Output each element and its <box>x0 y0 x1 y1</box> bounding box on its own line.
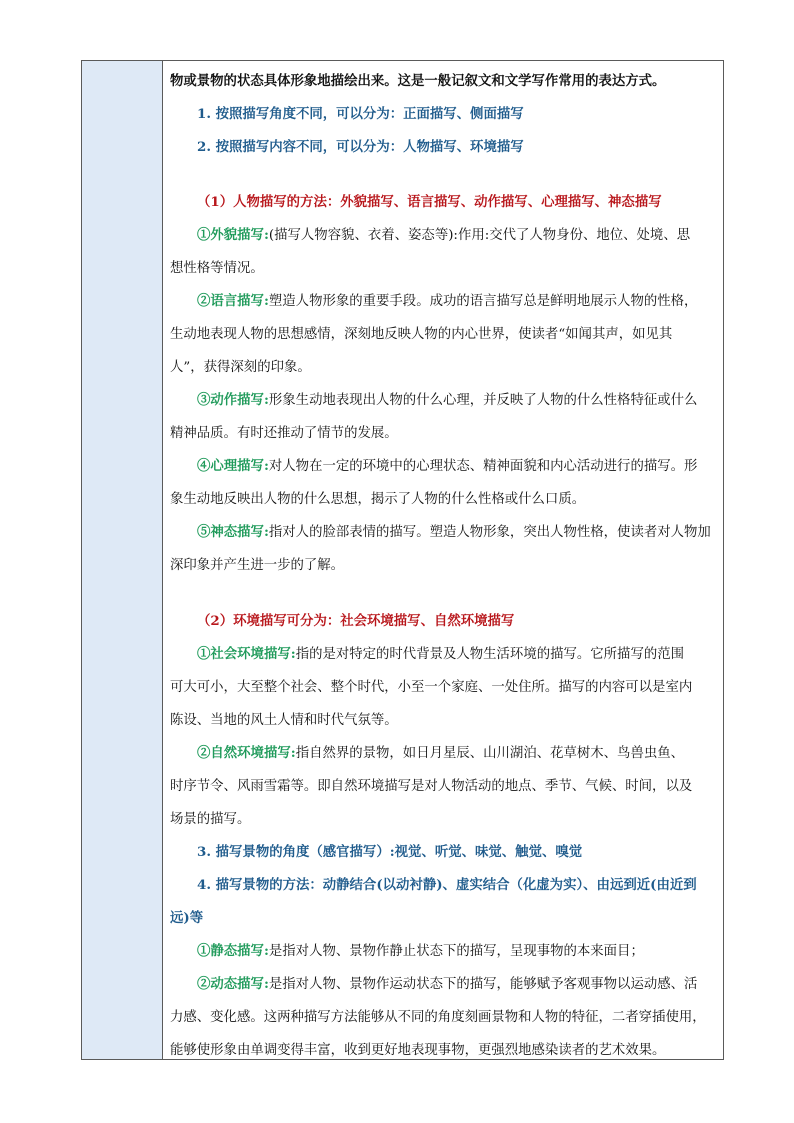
mind-text-cont: 象生动地反映出人物的什么思想，揭示了人物的什么性格或什么口质。 <box>170 492 586 507</box>
social-text-cont: 可大可小，大至整个社会、整个时代，小至一个家庭、一处住所。描写的内容可以是室内 <box>170 680 693 695</box>
appearance-paragraph <box>170 219 717 252</box>
expression-text-cont: 深印象并产生进一步的了解。 <box>170 558 345 573</box>
natural-paragraph <box>170 737 717 770</box>
appearance-label: ①外貌描写: <box>197 227 269 243</box>
speech-paragraph <box>170 285 717 318</box>
list-item-2: 2. 按照描写内容不同，可以分为：人物描写、环境描写 <box>197 139 524 155</box>
speech-text: 塑造人物形象的重要手段。成功的语言描写总是鲜明地展示人物的性格， <box>268 294 698 309</box>
speech-text-cont: 人”，获得深刻的印象。 <box>170 360 311 375</box>
intro-line: 物或景物的状态具体形象地描绘出来。这是一般记叙文和文学写作常用的表达方式。 <box>170 73 666 89</box>
environment-heading: （2）环境描写可分为：社会环境描写、自然环境描写 <box>197 613 515 629</box>
natural-text-cont: 场景的描写。 <box>170 812 251 827</box>
appearance-text-cont: 想性格等情况。 <box>170 261 264 276</box>
dynamic-paragraph <box>170 968 717 1001</box>
action-text: 形象生动地表现出人物的什么心理，并反映了人物的什么性格特征或什么 <box>268 393 698 408</box>
social-text: 指的是对特定的时代背景及人物生活环境的描写。它所描写的范围 <box>295 647 685 662</box>
appearance-text: (描写人物容貌、衣着、姿态等):作用:交代了人物身份、地位、处境、思 <box>268 228 691 243</box>
list-item-1: 1. 按照描写角度不同，可以分为：正面描写、侧面描写 <box>197 106 524 122</box>
natural-label: ②自然环境描写: <box>197 745 296 761</box>
speech-text-cont: 生动地表现人物的思想感情，深刻地反映人物的内心世界，使读者“如闻其声，如见其 <box>170 327 673 342</box>
dynamic-label: ②动态描写: <box>197 976 269 992</box>
spacer <box>170 164 717 186</box>
natural-text-cont: 时序节令、风雨雪霜等。即自然环境描写是对人物活动的地点、季节、气候、时间，以及 <box>170 779 693 794</box>
expression-text: 指对人的脸部表情的描写。塑造人物形象，突出人物性格，使读者对人物加 <box>268 525 711 540</box>
expression-label: ⑤神态描写: <box>197 524 269 540</box>
mind-paragraph <box>170 450 717 483</box>
content-cell <box>163 61 723 1059</box>
dynamic-text: 是指对人物、景物作运动状态下的描写，能够赋予客观事物以运动感、活 <box>268 977 698 992</box>
mind-label: ④心理描写: <box>197 458 269 474</box>
expression-paragraph <box>170 516 717 549</box>
spacer <box>170 582 717 605</box>
list-item-4: 4. 描写景物的方法：动静结合(以动衬静)、虚实结合（化虚为实）、由远到近(由近到 <box>197 877 697 893</box>
static-label: ①静态描写: <box>197 943 269 959</box>
social-paragraph <box>170 638 717 671</box>
static-text: 是指对人物、景物作静止状态下的描写，呈现事物的本来面目； <box>268 944 644 959</box>
person-heading: （1）人物描写的方法：外貌描写、语言描写、动作描写、心理描写、神态描写 <box>197 194 662 210</box>
speech-label: ②语言描写: <box>197 293 269 309</box>
action-label: ③动作描写: <box>197 392 269 408</box>
list-item-3: 3. 描写景物的角度（感官描写）:视觉、听觉、味觉、触觉、嗅觉 <box>197 844 583 860</box>
social-text-cont: 陈设、当地的风土人情和时代气氛等。 <box>170 713 398 728</box>
list-item-4-cont: 远)等 <box>170 910 204 926</box>
dynamic-text-cont: 力感、变化感。这两种描写方法能够从不同的角度刻画景物和人物的特征，二者穿插使用， <box>170 1010 706 1025</box>
mind-text: 对人物在一定的环境中的心理状态、精神面貌和内心活动进行的描写。形 <box>268 459 698 474</box>
action-paragraph <box>170 384 717 417</box>
natural-text: 指自然界的景物，如日月星辰、山川湖泊、花草树木、鸟兽虫鱼、 <box>295 746 685 761</box>
static-paragraph <box>170 935 717 968</box>
social-label: ①社会环境描写: <box>197 646 296 662</box>
left-column <box>82 61 163 1059</box>
content-table <box>81 60 724 1060</box>
dynamic-text-cont: 能够使形象由单调变得丰富，收到更好地表现事物，更强烈地感染读者的艺术效果。 <box>170 1043 666 1058</box>
action-text-cont: 精神品质。有时还推动了情节的发展。 <box>170 426 398 441</box>
